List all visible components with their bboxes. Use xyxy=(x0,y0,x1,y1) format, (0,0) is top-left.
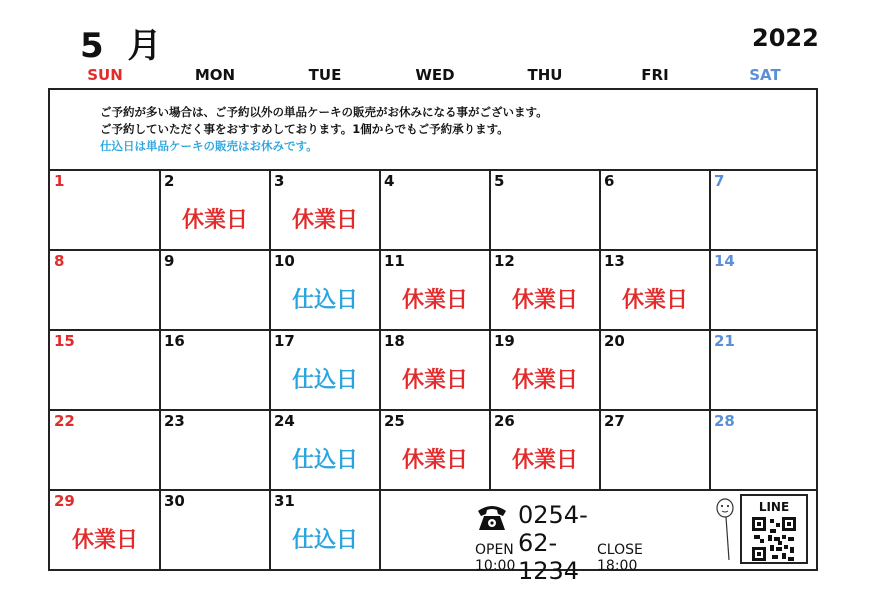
day-number: 29 xyxy=(54,492,75,510)
day-number: 1 xyxy=(54,172,65,190)
day-number: 23 xyxy=(164,412,185,430)
closing-time: CLOSE 18:00 xyxy=(597,542,643,574)
holiday-label: 休業日 xyxy=(511,448,578,473)
weekday-tue: TUE xyxy=(308,66,342,84)
prep-day-label: 仕込日 xyxy=(291,368,358,393)
day-number: 15 xyxy=(54,332,75,350)
grid-layer xyxy=(50,90,816,569)
weekday-thu: THU xyxy=(527,66,563,84)
day-number: 7 xyxy=(714,172,725,190)
grid-row-line xyxy=(50,489,816,491)
year: 2022 xyxy=(752,24,819,52)
day-number: 14 xyxy=(714,252,735,270)
holiday-label: 休業日 xyxy=(511,368,578,393)
holiday-label: 休業日 xyxy=(401,368,468,393)
grid-column-line xyxy=(599,169,601,489)
phone-number: 0254-62-1234 xyxy=(518,501,588,585)
day-number: 20 xyxy=(604,332,625,350)
day-number: 6 xyxy=(604,172,615,190)
weekday-mon: MON xyxy=(194,66,236,84)
day-number: 22 xyxy=(54,412,75,430)
telephone-icon xyxy=(476,502,508,532)
opening-time: OPEN 10:00 xyxy=(475,542,516,574)
month-title: 5 月 xyxy=(80,26,168,66)
day-number: 28 xyxy=(714,412,735,430)
day-number: 4 xyxy=(384,172,395,190)
holiday-label: 休業日 xyxy=(291,208,358,233)
prep-day-label: 仕込日 xyxy=(291,528,358,553)
day-number: 5 xyxy=(494,172,505,190)
day-number: 12 xyxy=(494,252,515,270)
day-number: 19 xyxy=(494,332,515,350)
weekday-sun: SUN xyxy=(87,66,123,84)
day-number: 26 xyxy=(494,412,515,430)
day-number: 16 xyxy=(164,332,185,350)
grid-row-line xyxy=(50,329,816,331)
qr-code-icon xyxy=(752,517,796,561)
day-number: 8 xyxy=(54,252,65,270)
day-number: 24 xyxy=(274,412,295,430)
line-qr-box[interactable] xyxy=(740,494,808,564)
day-number: 13 xyxy=(604,252,625,270)
grid-row-line xyxy=(50,249,816,251)
notice-line-3: 仕込日は単品ケーキの販売はお休みです。 xyxy=(100,139,318,153)
holiday-label: 休業日 xyxy=(621,288,688,313)
day-number: 27 xyxy=(604,412,625,430)
notice-line-1: ご予約が多い場合は、ご予約以外の単品ケーキの販売がお休みになる事がございます。 xyxy=(100,105,548,119)
grid-row-line xyxy=(50,409,816,411)
grid-column-line xyxy=(709,169,711,489)
prep-day-label: 仕込日 xyxy=(291,448,358,473)
prep-day-label: 仕込日 xyxy=(291,288,358,313)
holiday-label: 休業日 xyxy=(401,448,468,473)
weekday-fri: FRI xyxy=(641,66,669,84)
mascot-icon xyxy=(713,494,741,564)
day-number: 31 xyxy=(274,492,295,510)
weekday-wed: WED xyxy=(415,66,455,84)
day-number: 25 xyxy=(384,412,405,430)
day-number: 10 xyxy=(274,252,295,270)
notice-line-2: ご予約していただく事をおすすめしております。1個からでもご予約承ります。 xyxy=(100,122,509,136)
day-number: 17 xyxy=(274,332,295,350)
holiday-label: 休業日 xyxy=(401,288,468,313)
holiday-label: 休業日 xyxy=(181,208,248,233)
day-number: 21 xyxy=(714,332,735,350)
day-number: 2 xyxy=(164,172,175,190)
calendar-grid xyxy=(48,88,818,585)
day-number: 3 xyxy=(274,172,285,190)
line-label: LINE xyxy=(758,500,790,514)
holiday-label: 休業日 xyxy=(71,528,138,553)
day-number: 30 xyxy=(164,492,185,510)
day-number: 11 xyxy=(384,252,405,270)
day-number: 9 xyxy=(164,252,175,270)
day-number: 18 xyxy=(384,332,405,350)
grid-column-line xyxy=(489,169,491,489)
weekday-sat: SAT xyxy=(749,66,781,84)
holiday-label: 休業日 xyxy=(511,288,578,313)
